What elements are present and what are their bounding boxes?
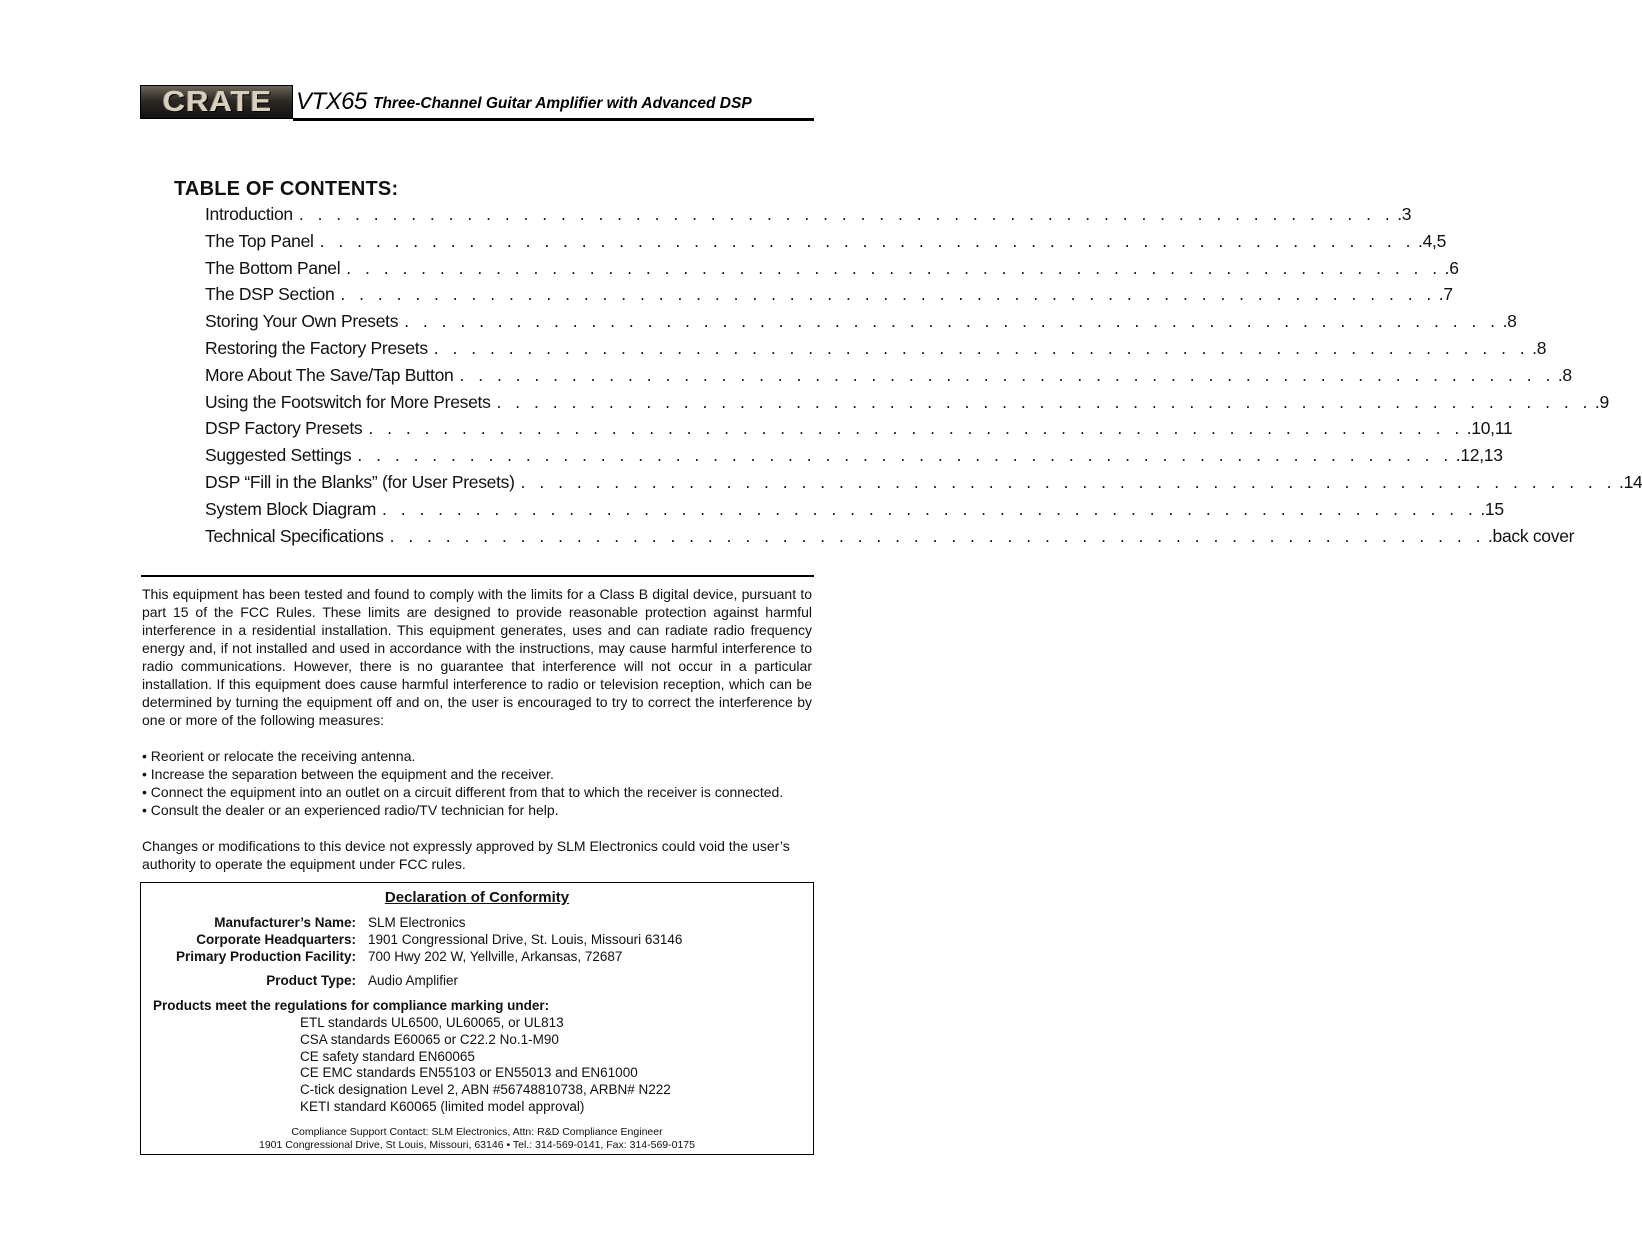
fcc-measure-item: • Consult the dealer or an experienced radio/TV technician for help.	[142, 802, 559, 818]
toc-leader-dots: . . . . . . . . . . . . . . . . . . . . . . . . . . . . . . . . . . . . . . . . . . . . . . . . . . . . . . . . . . .	[459, 364, 1555, 385]
toc-entry	[205, 391, 1609, 419]
toc-entry-label: The Bottom Panel	[205, 257, 341, 278]
product-type-label: Product Type:	[266, 973, 356, 988]
fcc-statement	[142, 585, 812, 873]
toc-leader-dots: . . . . . . . . . . . . . . . . . . . . . . . . . . . . . . . . . . . . . . . . . . . . . . . . . . . . . . . . . . .	[368, 418, 1464, 439]
header-subtitle: Three-Channel Guitar Amplifier with Advanced DSP	[373, 95, 752, 112]
compliance-standard: CSA standards E60065 or C22.2 No.1-M90	[300, 1031, 559, 1047]
toc-entry-page: .10,11	[1466, 418, 1513, 439]
compliance-standards-list	[300, 1015, 671, 1116]
contact-line: Compliance Support Contact: SLM Electronics, Attn: R&D Compliance Engineer	[291, 1126, 663, 1138]
toc-entry-label: Suggested Settings	[205, 445, 352, 466]
toc-leader-dots: . . . . . . . . . . . . . . . . . . . . . . . . . . . . . . . . . . . . . . . . . . . . . . . . . . . . . . . . . . .	[357, 445, 1453, 466]
toc-leader-dots: . . . . . . . . . . . . . . . . . . . . . . . . . . . . . . . . . . . . . . . . . . . . . . . . . . . . . . . . . . .	[520, 471, 1617, 492]
toc-leader-dots: . . . . . . . . . . . . . . . . . . . . . . . . . . . . . . . . . . . . . . . . . . . . . . . . . . . . . . . . . . .	[496, 391, 1592, 412]
contact-address-line: 1901 Congressional Drive, St Louis, Missouri, 63146 • Tel.: 314-569-0141, Fax: 314-569-0175	[259, 1138, 695, 1151]
compliance-standard: ETL standards UL6500, UL60065, or UL813	[300, 1015, 564, 1030]
toc-entry-page: .6	[1444, 257, 1459, 278]
toc-entry-page: .back cover	[1487, 525, 1575, 546]
table-of-contents	[205, 204, 1642, 552]
toc-entry-page: .7	[1438, 284, 1453, 305]
compliance-standard: CE EMC standards EN55103 or EN55013 and EN61000	[300, 1065, 638, 1081]
manufacturer-label: Manufacturer’s Name:	[214, 915, 356, 930]
toc-leader-dots: . . . . . . . . . . . . . . . . . . . . . . . . . . . . . . . . . . . . . . . . . . . . . . . . . . . . . . . . . . .	[340, 284, 1436, 305]
toc-entry	[205, 204, 1412, 231]
toc-entry-page: .14	[1619, 471, 1642, 492]
toc-entry	[205, 418, 1513, 445]
toc-leader-dots: . . . . . . . . . . . . . . . . . . . . . . . . . . . . . . . . . . . . . . . . . . . . . . . . . . . . . . . . . . .	[319, 230, 1416, 251]
toc-entry-page: .4,5	[1418, 230, 1447, 251]
production-value: 700 Hwy 202 W, Yellville, Arkansas, 72687	[368, 949, 623, 964]
toc-entry-page: .12,13	[1455, 445, 1503, 466]
toc-entry	[205, 525, 1575, 553]
production-label: Primary Production Facility:	[175, 949, 356, 964]
toc-entry-page: .9	[1594, 391, 1609, 412]
toc-entry-label: Restoring the Factory Presets	[205, 337, 428, 358]
toc-entry	[205, 230, 1447, 258]
logo-text: CRATE	[162, 85, 273, 118]
toc-title: TABLE OF CONTENTS:	[174, 178, 399, 200]
header-rule	[293, 118, 814, 121]
crate-logo	[140, 85, 293, 119]
fcc-measure-item: • Reorient or relocate the receiving antenna.	[142, 748, 416, 764]
toc-entry-label: More About The Save/Tap Button	[205, 364, 454, 385]
toc-entry-label: DSP “Fill in the Blanks” (for User Presets)	[205, 471, 515, 492]
toc-entry	[205, 284, 1453, 311]
headquarters-value: 1901 Congressional Drive, St. Louis, Missouri 63146	[368, 932, 683, 947]
toc-entry-page: .15	[1480, 498, 1504, 519]
page-header	[140, 84, 814, 122]
toc-entry-label: Storing Your Own Presets	[205, 311, 399, 332]
toc-entry	[205, 445, 1503, 472]
toc-leader-dots: . . . . . . . . . . . . . . . . . . . . . . . . . . . . . . . . . . . . . . . . . . . . . . . . . . . . . . . . . . .	[298, 204, 1395, 224]
fcc-measure-item: • Increase the separation between the equipment and the receiver.	[142, 766, 554, 782]
toc-leader-dots: . . . . . . . . . . . . . . . . . . . . . . . . . . . . . . . . . . . . . . . . . . . . . . . . . . . . . . . . . . .	[433, 337, 1530, 358]
toc-entry	[205, 498, 1504, 526]
toc-entry	[205, 311, 1517, 338]
toc-leader-dots: . . . . . . . . . . . . . . . . . . . . . . . . . . . . . . . . . . . . . . . . . . . . . . . . . . . . . . . . . . .	[382, 498, 1478, 519]
toc-entry	[205, 257, 1459, 285]
toc-entry-label: The Top Panel	[205, 230, 314, 251]
toc-entry	[205, 471, 1642, 499]
toc-entry-label: The DSP Section	[205, 284, 335, 305]
toc-entry	[205, 364, 1572, 392]
model-name: VTX65	[296, 88, 367, 115]
manufacturer-value: SLM Electronics	[368, 915, 466, 930]
toc-entry-label: Introduction	[205, 204, 293, 224]
toc-entry-page: .8	[1557, 364, 1572, 385]
fcc-measures-list	[142, 747, 812, 819]
compliance-standard: KETI standard K60065 (limited model approval)	[300, 1098, 585, 1114]
fcc-measure-item: • Connect the equipment into an outlet on a circuit different from that to which the receiver is connected.	[142, 784, 784, 800]
section-divider	[141, 575, 814, 577]
declaration-of-conformity	[140, 882, 814, 1155]
compliance-standard: C-tick designation Level 2, ABN #56748810738, ARBN# N222	[300, 1082, 671, 1098]
toc-leader-dots: . . . . . . . . . . . . . . . . . . . . . . . . . . . . . . . . . . . . . . . . . . . . . . . . . . . . . . . . . . .	[404, 311, 1500, 332]
toc-entry-label: System Block Diagram	[205, 498, 376, 519]
toc-entry-label: DSP Factory Presets	[205, 418, 363, 439]
toc-entry-page: .3	[1397, 204, 1412, 224]
toc-leader-dots: . . . . . . . . . . . . . . . . . . . . . . . . . . . . . . . . . . . . . . . . . . . . . . . . . . . . . . . . . . .	[389, 525, 1485, 546]
toc-leader-dots: . . . . . . . . . . . . . . . . . . . . . . . . . . . . . . . . . . . . . . . . . . . . . . . . . . . . . . . . . . .	[346, 257, 1442, 278]
fcc-paragraph: This equipment has been tested and found to comply with the limits for a Class B digital device, pursuant to part 15 of the FCC Rules. These limits are designed to provide reasonable protection against harmful interference in a residential installation. This equipment generates, uses and can radiate radio frequency energy and, if not installed and used in accordance with the instructions, may cause harmful interference to radio communications. However, there is no guarantee that interference will not occur in a particular installation. If this equipment does cause harmful interference to radio or television reception, which can be determined by turning the equipment off and on, the user is encouraged to try to correct the interference by one or more of the following measures:	[142, 586, 812, 728]
toc-entry	[205, 337, 1547, 365]
toc-entry-label: Technical Specifications	[205, 525, 384, 546]
compliance-contact	[141, 1126, 813, 1151]
toc-entry-label: Using the Footswitch for More Presets	[205, 391, 491, 412]
toc-entry-page: .8	[1502, 311, 1517, 332]
compliance-standard: CE safety standard EN60065	[300, 1048, 475, 1064]
declaration-title: Declaration of Conformity	[384, 889, 570, 906]
headquarters-label: Corporate Headquarters:	[196, 932, 356, 947]
product-type-value: Audio Amplifier	[368, 973, 459, 988]
fcc-changes-notice: Changes or modifications to this device not expressly approved by SLM Electronics could void the user’s authority to operate the equipment under FCC rules.	[142, 838, 790, 872]
toc-entry-page: .8	[1532, 337, 1547, 358]
compliance-heading: Products meet the regulations for compliance marking under:	[153, 998, 550, 1013]
